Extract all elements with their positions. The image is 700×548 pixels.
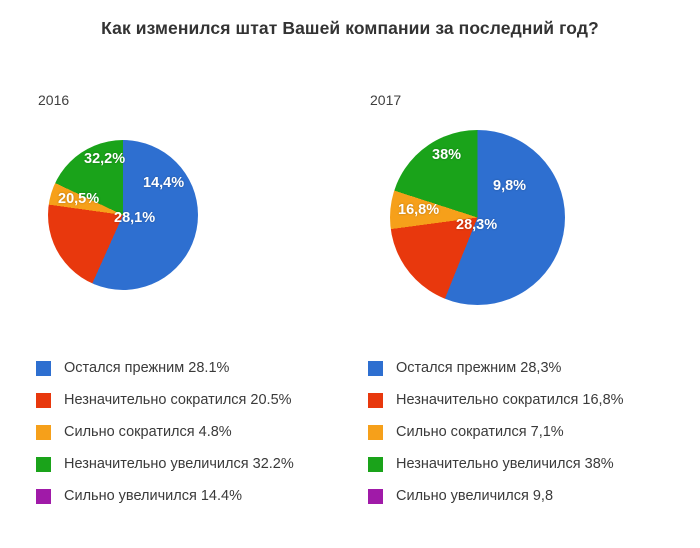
legend-label-strong-increase: Сильно увеличился 14.4% (64, 488, 242, 504)
pie-wrap-2017 (368, 122, 688, 307)
legend-label-slight-decrease: Незначительно сократился 20.5% (64, 392, 292, 408)
page-title: Как изменился штат Вашей компании за последний год? (101, 18, 599, 38)
legend-item (36, 352, 294, 384)
legend-2016 (36, 352, 294, 512)
chart-panel-2017 (368, 92, 688, 307)
legend-2017 (368, 352, 624, 512)
legend-label-same: Остался прежним 28,3% (396, 360, 562, 376)
legend-item (368, 448, 624, 480)
legend-swatch-strong-increase (368, 489, 383, 504)
legend-item (368, 352, 624, 384)
legend-swatch-strong-decrease (36, 425, 51, 440)
legend-swatch-strong-increase (36, 489, 51, 504)
legend-label-strong-decrease: Сильно сократился 7,1% (396, 424, 564, 440)
chart-title-2017: 2017 (370, 92, 402, 108)
legend-swatch-same (368, 361, 383, 376)
legend-label-strong-decrease: Сильно сократился 4.8% (64, 424, 232, 440)
legend-item (368, 384, 624, 416)
pie-slice-label-strong-increase-2016: 14,4% (143, 175, 185, 191)
legend-swatch-same (36, 361, 51, 376)
legend-label-slight-increase: Незначительно увеличился 32.2% (64, 456, 294, 472)
pie-slice-label-strong-increase-2017: 9,8% (493, 178, 527, 194)
legend-item (368, 480, 624, 512)
legend-swatch-slight-decrease (368, 393, 383, 408)
legend-item (36, 416, 294, 448)
pie-slice-label-slight-decrease-2016: 20,5% (58, 191, 100, 207)
legend-item (36, 384, 294, 416)
legend-item (36, 480, 294, 512)
pie-slice-label-slight-increase-2016: 32,2% (84, 151, 126, 167)
pie-slice-label-same-2017: 28,3% (456, 217, 498, 233)
legend-swatch-slight-decrease (36, 393, 51, 408)
legend-item (36, 448, 294, 480)
chart-title-2016: 2016 (38, 92, 70, 108)
legend-item (368, 416, 624, 448)
chart-panel-2016 (36, 92, 356, 307)
legend-swatch-slight-increase (368, 457, 383, 472)
pie-slice-label-slight-decrease-2017: 16,8% (398, 202, 440, 218)
legend-label-same: Остался прежним 28.1% (64, 360, 230, 376)
pie-wrap-2016 (36, 122, 356, 307)
legend-label-slight-decrease: Незначительно сократился 16,8% (396, 392, 624, 408)
pie-slice-label-same-2016: 28,1% (114, 210, 156, 226)
legend-swatch-strong-decrease (368, 425, 383, 440)
pie-slice-label-slight-increase-2017: 38% (432, 147, 462, 163)
legend-label-strong-increase: Сильно увеличился 9,8 (396, 488, 554, 504)
legend-swatch-slight-increase (36, 457, 51, 472)
legend-label-slight-increase: Незначительно увеличился 38% (396, 456, 614, 472)
